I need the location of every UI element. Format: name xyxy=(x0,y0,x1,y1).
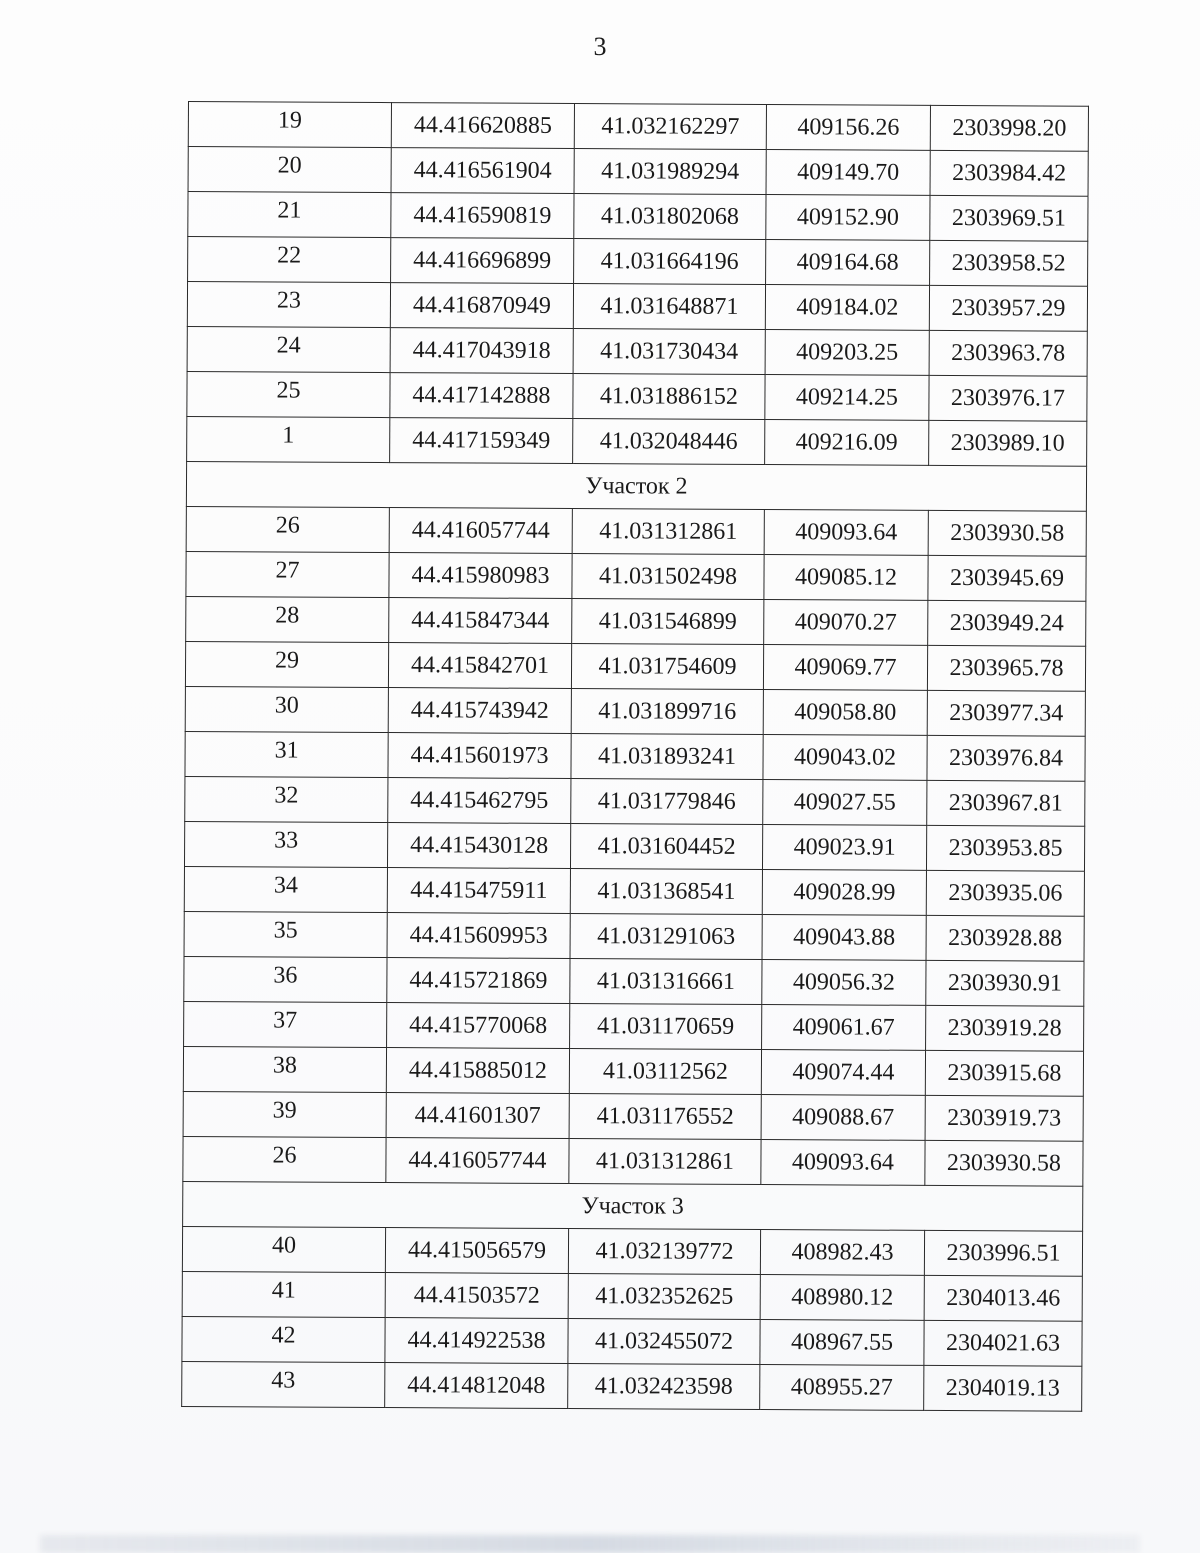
y-coordinate-cell: 2303967.81 xyxy=(927,780,1085,826)
latitude-cell: 44.416870949 xyxy=(390,283,573,329)
x-coordinate-cell: 409023.91 xyxy=(762,825,926,871)
y-coordinate-cell: 2303957.29 xyxy=(929,285,1087,331)
x-coordinate-cell: 409027.55 xyxy=(763,780,927,826)
x-coordinate-cell: 409164.68 xyxy=(766,240,930,286)
longitude-cell: 41.032352625 xyxy=(568,1274,760,1320)
y-coordinate-cell: 2303919.73 xyxy=(925,1095,1083,1141)
x-coordinate-cell: 409061.67 xyxy=(762,1005,926,1051)
longitude-cell: 41.03112562 xyxy=(569,1049,761,1095)
y-coordinate-cell: 2303930.58 xyxy=(928,510,1086,556)
point-number-cell: 31 xyxy=(185,731,388,777)
y-coordinate-cell: 2303996.51 xyxy=(924,1230,1082,1276)
table-row xyxy=(186,596,1086,646)
table-row xyxy=(186,551,1086,601)
x-coordinate-cell: 409069.77 xyxy=(763,645,927,691)
x-coordinate-cell: 409093.64 xyxy=(761,1140,925,1186)
y-coordinate-cell: 2303915.68 xyxy=(925,1050,1083,1096)
longitude-cell: 41.031664196 xyxy=(574,239,766,285)
point-number-cell: 40 xyxy=(182,1226,385,1272)
table-row xyxy=(187,282,1087,332)
latitude-cell: 44.41503572 xyxy=(385,1273,568,1319)
table-row xyxy=(185,776,1085,826)
latitude-cell: 44.415462795 xyxy=(388,778,571,824)
x-coordinate-cell: 408967.55 xyxy=(760,1320,924,1366)
point-number-cell: 39 xyxy=(183,1091,386,1137)
y-coordinate-cell: 2303976.17 xyxy=(929,375,1087,421)
x-coordinate-cell: 409216.09 xyxy=(765,420,929,466)
y-coordinate-cell: 2303963.78 xyxy=(929,330,1087,376)
x-coordinate-cell: 409152.90 xyxy=(766,195,930,241)
point-number-cell: 35 xyxy=(184,911,387,957)
point-number-cell: 19 xyxy=(188,102,391,148)
point-number-cell: 34 xyxy=(184,866,387,912)
latitude-cell: 44.415475911 xyxy=(387,868,570,914)
point-number-cell: 26 xyxy=(183,1136,386,1182)
latitude-cell: 44.417043918 xyxy=(390,328,573,374)
point-number-cell: 41 xyxy=(182,1271,385,1317)
y-coordinate-cell: 2304021.63 xyxy=(924,1320,1082,1366)
latitude-cell: 44.414922538 xyxy=(385,1318,568,1364)
longitude-cell: 41.031730434 xyxy=(573,329,765,375)
latitude-cell: 44.415601973 xyxy=(388,733,571,779)
table-row xyxy=(184,1001,1084,1051)
x-coordinate-cell: 408955.27 xyxy=(760,1365,924,1411)
longitude-cell: 41.031648871 xyxy=(573,284,765,330)
x-coordinate-cell: 409056.32 xyxy=(762,960,926,1006)
y-coordinate-cell: 2303928.88 xyxy=(926,915,1084,961)
longitude-cell: 41.032455072 xyxy=(568,1319,760,1365)
latitude-cell: 44.415430128 xyxy=(387,823,570,869)
longitude-cell: 41.031546899 xyxy=(572,599,764,645)
y-coordinate-cell: 2303965.78 xyxy=(927,645,1085,691)
scan-edge-shadow xyxy=(40,1535,1140,1553)
point-number-cell: 25 xyxy=(187,371,390,417)
point-number-cell: 22 xyxy=(188,237,391,283)
point-number-cell: 28 xyxy=(186,596,389,642)
point-number-cell: 27 xyxy=(186,551,389,597)
latitude-cell: 44.415770068 xyxy=(387,1003,570,1049)
table-row xyxy=(184,956,1084,1006)
latitude-cell: 44.417159349 xyxy=(390,418,573,464)
latitude-cell: 44.41601307 xyxy=(386,1093,569,1139)
table-row xyxy=(188,237,1088,287)
longitude-cell: 41.031312861 xyxy=(569,1139,761,1185)
latitude-cell: 44.417142888 xyxy=(390,373,573,419)
table-row xyxy=(185,686,1085,736)
latitude-cell: 44.416057744 xyxy=(389,508,572,554)
longitude-cell: 41.031170659 xyxy=(570,1004,762,1050)
table-row xyxy=(186,506,1086,556)
point-number-cell: 38 xyxy=(183,1046,386,1092)
latitude-cell: 44.415609953 xyxy=(387,913,570,959)
latitude-cell: 44.416561904 xyxy=(391,148,574,194)
longitude-cell: 41.031989294 xyxy=(574,149,766,195)
longitude-cell: 41.031291063 xyxy=(570,914,762,960)
y-coordinate-cell: 2303969.51 xyxy=(930,195,1088,241)
y-coordinate-cell: 2304019.13 xyxy=(924,1365,1082,1411)
y-coordinate-cell: 2303919.28 xyxy=(926,1005,1084,1051)
section-title: Участок 3 xyxy=(183,1181,1083,1231)
longitude-cell: 41.031802068 xyxy=(574,194,766,240)
latitude-cell: 44.415743942 xyxy=(388,688,571,734)
table-row xyxy=(183,1046,1083,1096)
page-number: 3 xyxy=(593,32,607,61)
y-coordinate-cell: 2303989.10 xyxy=(929,420,1087,466)
table-row xyxy=(183,1136,1083,1186)
latitude-cell: 44.415980983 xyxy=(389,553,572,599)
longitude-cell: 41.031316661 xyxy=(570,959,762,1005)
latitude-cell: 44.415847344 xyxy=(389,598,572,644)
longitude-cell: 41.031754609 xyxy=(571,644,763,690)
y-coordinate-cell: 2304013.46 xyxy=(924,1275,1082,1321)
x-coordinate-cell: 409203.25 xyxy=(765,330,929,376)
section-header-row xyxy=(186,461,1086,511)
latitude-cell: 44.414812048 xyxy=(385,1363,568,1409)
x-coordinate-cell: 409184.02 xyxy=(765,285,929,331)
latitude-cell: 44.416057744 xyxy=(386,1138,569,1184)
y-coordinate-cell: 2303977.34 xyxy=(927,690,1085,736)
y-coordinate-cell: 2303976.84 xyxy=(927,735,1085,781)
point-number-cell: 1 xyxy=(187,416,390,462)
y-coordinate-cell: 2303953.85 xyxy=(926,825,1084,871)
point-number-cell: 20 xyxy=(188,147,391,193)
latitude-cell: 44.415885012 xyxy=(386,1048,569,1094)
table-row xyxy=(187,326,1087,376)
table-row xyxy=(182,1316,1082,1366)
x-coordinate-cell: 409088.67 xyxy=(761,1095,925,1141)
point-number-cell: 26 xyxy=(186,506,389,552)
latitude-cell: 44.415842701 xyxy=(388,643,571,689)
section-header-row xyxy=(183,1181,1083,1231)
x-coordinate-cell: 409156.26 xyxy=(766,105,930,151)
longitude-cell: 41.032423598 xyxy=(568,1364,760,1410)
point-number-cell: 29 xyxy=(185,641,388,687)
section-title: Участок 2 xyxy=(186,461,1086,511)
table-row xyxy=(184,821,1084,871)
longitude-cell: 41.031779846 xyxy=(571,779,763,825)
table-row xyxy=(188,192,1088,242)
longitude-cell: 41.031368541 xyxy=(570,869,762,915)
table-row xyxy=(187,416,1087,466)
x-coordinate-cell: 409028.99 xyxy=(762,870,926,916)
coordinates-table xyxy=(181,101,1089,1412)
table-row xyxy=(182,1226,1082,1276)
longitude-cell: 41.031886152 xyxy=(573,374,765,420)
x-coordinate-cell: 409085.12 xyxy=(764,555,928,601)
x-coordinate-cell: 409093.64 xyxy=(764,510,928,556)
y-coordinate-cell: 2303949.24 xyxy=(928,600,1086,646)
longitude-cell: 41.031893241 xyxy=(571,734,763,780)
point-number-cell: 30 xyxy=(185,686,388,732)
latitude-cell: 44.415721869 xyxy=(387,958,570,1004)
x-coordinate-cell: 409070.27 xyxy=(764,600,928,646)
longitude-cell: 41.031312861 xyxy=(572,509,764,555)
table-row xyxy=(184,866,1084,916)
table-row xyxy=(184,911,1084,961)
point-number-cell: 42 xyxy=(182,1316,385,1362)
x-coordinate-cell: 409214.25 xyxy=(765,375,929,421)
x-coordinate-cell: 409058.80 xyxy=(763,690,927,736)
point-number-cell: 32 xyxy=(185,776,388,822)
x-coordinate-cell: 409149.70 xyxy=(766,150,930,196)
table-row xyxy=(183,1091,1083,1141)
table-row xyxy=(188,102,1088,152)
coordinates-table-body xyxy=(182,102,1089,1412)
table-row xyxy=(185,731,1085,781)
table-row xyxy=(187,371,1087,421)
y-coordinate-cell: 2303984.42 xyxy=(930,150,1088,196)
longitude-cell: 41.031899716 xyxy=(571,689,763,735)
table-row xyxy=(182,1271,1082,1321)
point-number-cell: 37 xyxy=(184,1001,387,1047)
latitude-cell: 44.415056579 xyxy=(385,1228,568,1274)
y-coordinate-cell: 2303930.91 xyxy=(926,960,1084,1006)
point-number-cell: 43 xyxy=(182,1361,385,1407)
point-number-cell: 36 xyxy=(184,956,387,1002)
table-row xyxy=(188,147,1088,197)
longitude-cell: 41.031604452 xyxy=(570,824,762,870)
longitude-cell: 41.031502498 xyxy=(572,554,764,600)
x-coordinate-cell: 408980.12 xyxy=(760,1275,924,1321)
y-coordinate-cell: 2303945.69 xyxy=(928,555,1086,601)
longitude-cell: 41.032162297 xyxy=(574,104,766,150)
longitude-cell: 41.032139772 xyxy=(568,1229,760,1275)
x-coordinate-cell: 409074.44 xyxy=(761,1050,925,1096)
latitude-cell: 44.416620885 xyxy=(391,103,574,149)
y-coordinate-cell: 2303958.52 xyxy=(930,240,1088,286)
table-row xyxy=(182,1361,1082,1411)
longitude-cell: 41.031176552 xyxy=(569,1094,761,1140)
y-coordinate-cell: 2303930.58 xyxy=(925,1140,1083,1186)
latitude-cell: 44.416590819 xyxy=(391,193,574,239)
x-coordinate-cell: 408982.43 xyxy=(760,1230,924,1276)
latitude-cell: 44.416696899 xyxy=(391,238,574,284)
y-coordinate-cell: 2303935.06 xyxy=(926,870,1084,916)
point-number-cell: 23 xyxy=(187,282,390,328)
table-row xyxy=(185,641,1085,691)
x-coordinate-cell: 409043.88 xyxy=(762,915,926,961)
longitude-cell: 41.032048446 xyxy=(573,419,765,465)
point-number-cell: 24 xyxy=(187,326,390,372)
y-coordinate-cell: 2303998.20 xyxy=(930,105,1088,151)
point-number-cell: 21 xyxy=(188,192,391,238)
point-number-cell: 33 xyxy=(184,821,387,867)
x-coordinate-cell: 409043.02 xyxy=(763,735,927,781)
